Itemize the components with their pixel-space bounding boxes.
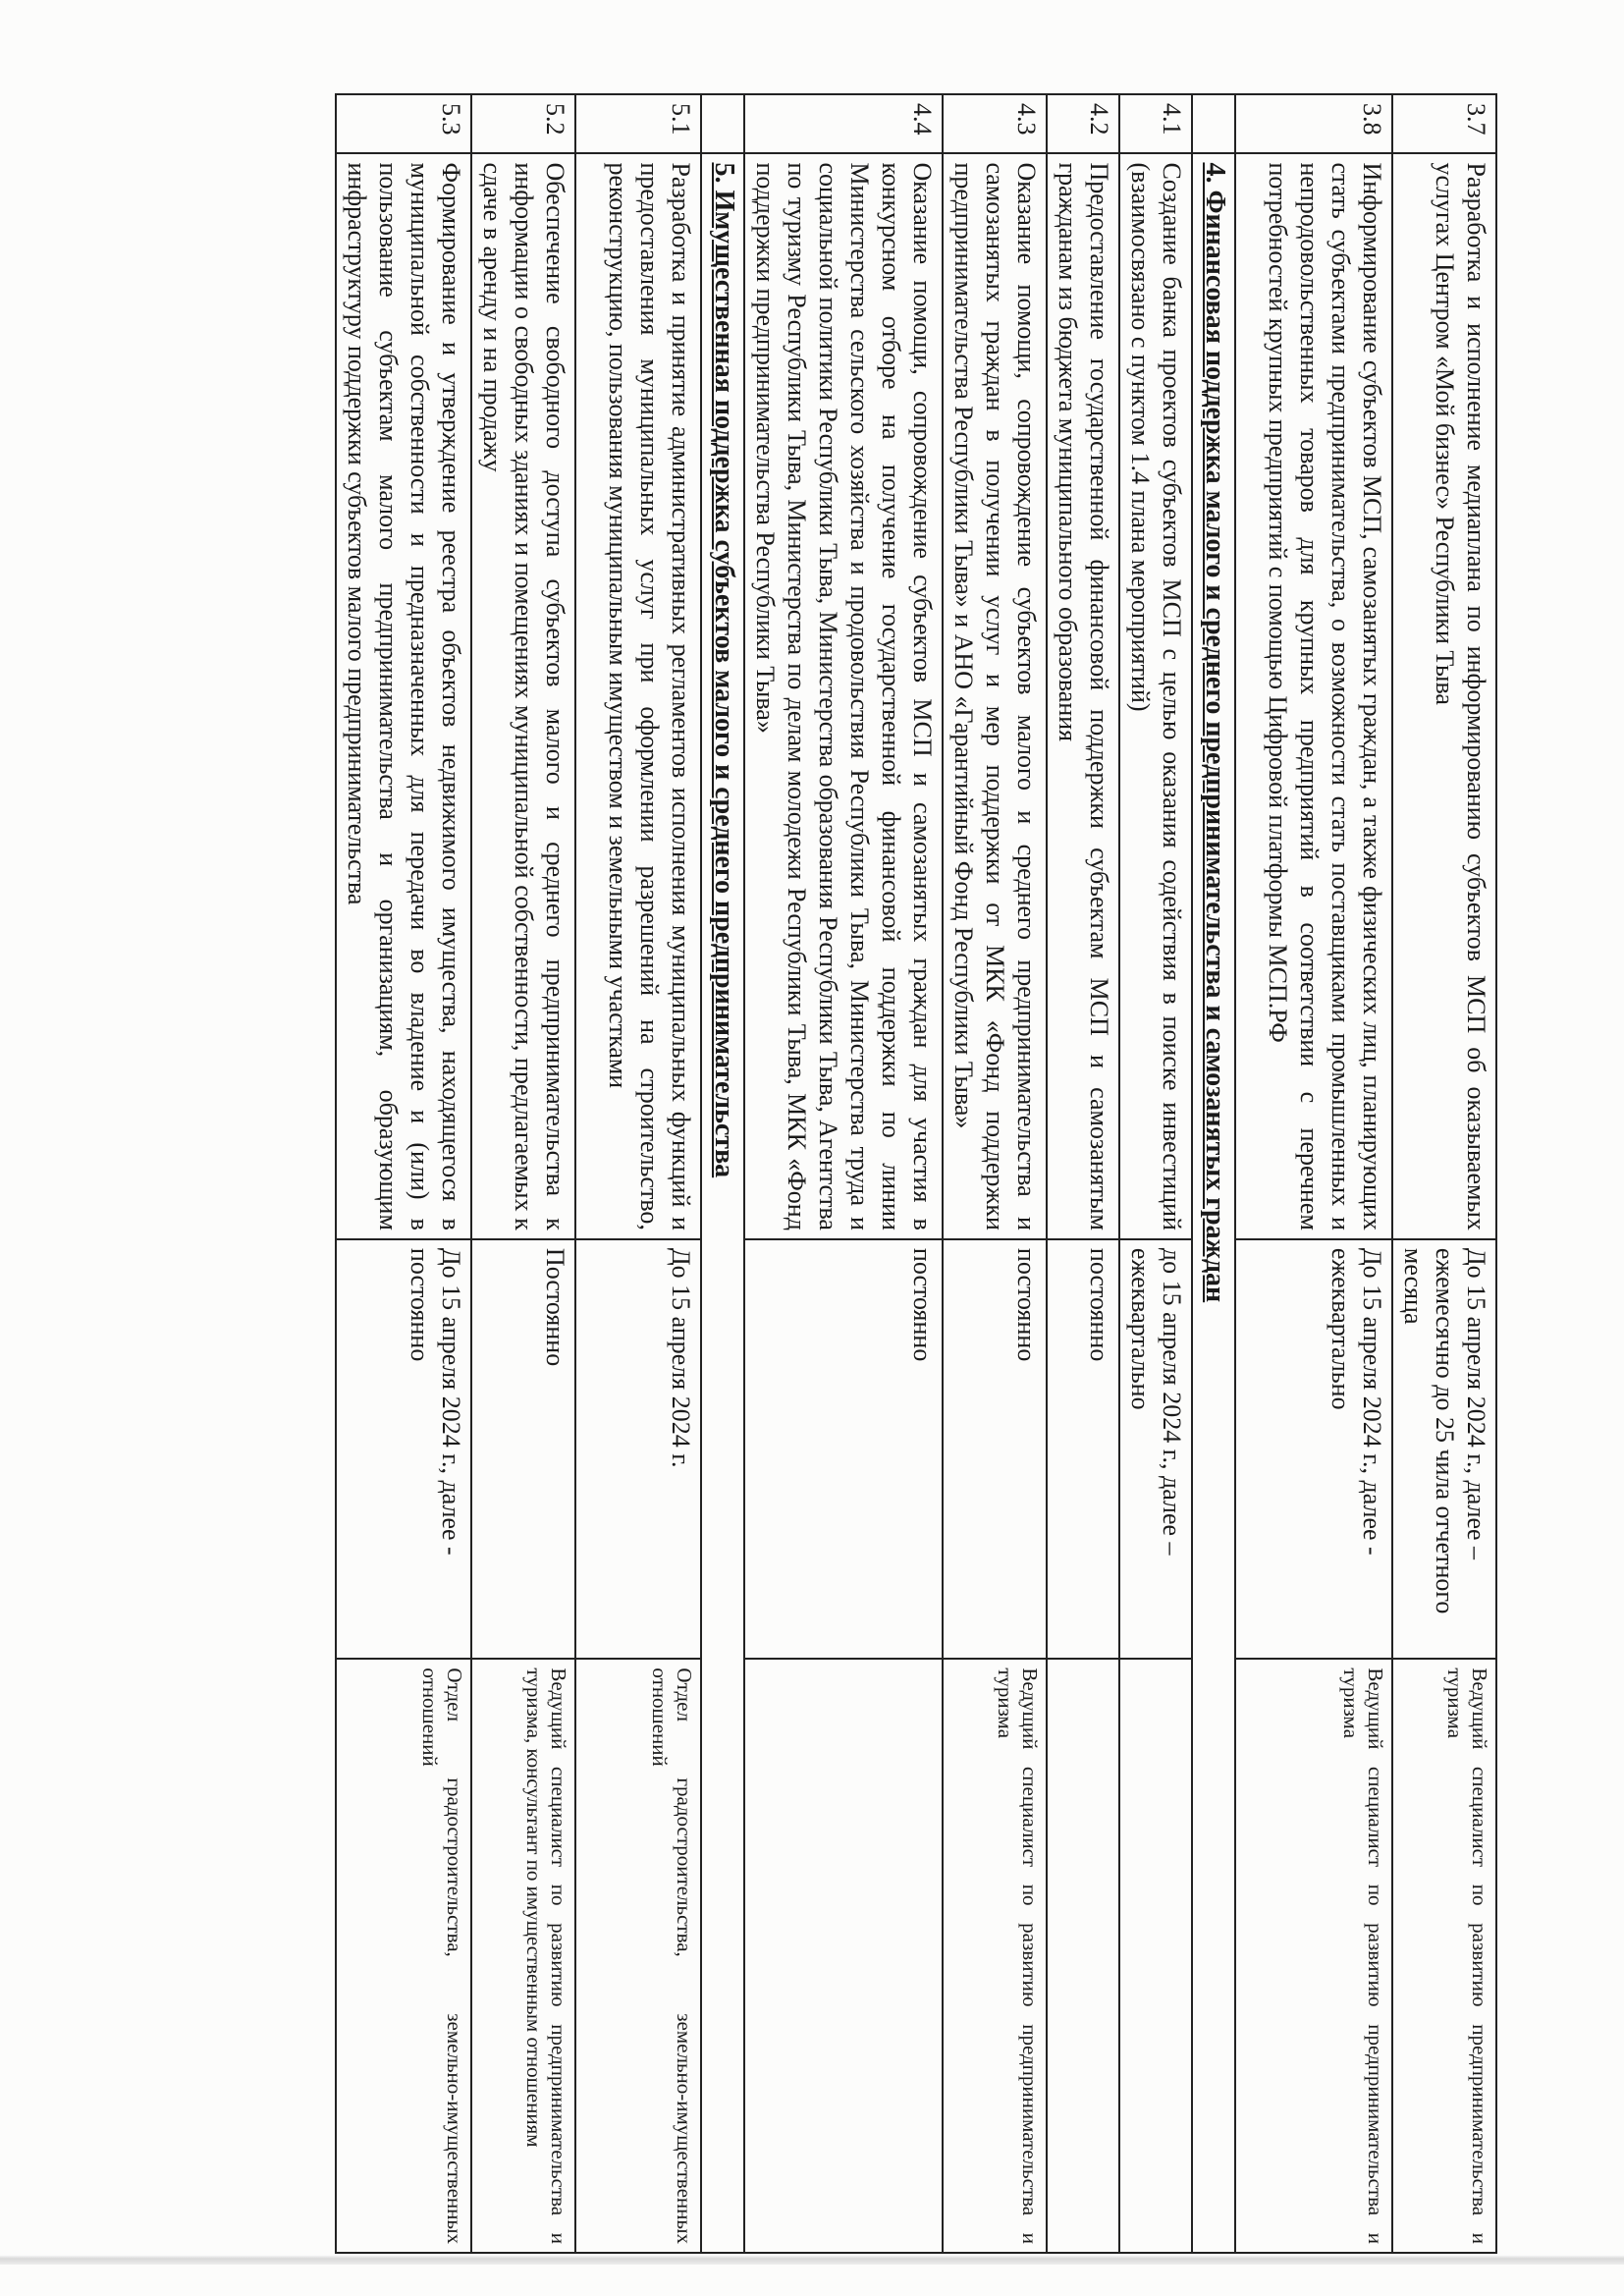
deadline: Постоянно [471,1239,575,1660]
activity-description: Обеспечение свободного доступа субъектов малого и среднего предпринимательства к информации о свободных зданиях и помещениях муниципальной собственности, предлагаемых к сдаче в аренду и на продажу [471,153,575,1238]
responsible-party [1047,1659,1119,2253]
plan-item-row [1235,94,1392,2253]
activity-description: Оказание помощи, сопровождение субъектов МСП и самозанятых граждан для участия в конкурсном отборе на получение государственной финансовой поддержки по линии Министерства сельского хозяйства и продовольствия Республики Тыва, Министерства труда и социальной политики Республики Тыва, Министерства образования Республики Тыва, Агентства по туризму Республики Тыва, Министерства по делам молодежи Республики Тыва, МКК «Фонд поддержки предпринимательства Республики Тыва» [744,153,943,1238]
plan-item-row [1392,94,1496,2253]
section-title: 5. Имущественная поддержка субъектов малого и среднего предпринимательства [709,162,739,1178]
responsible-party: Ведущий специалист по развитию предпринимательства и туризма [1392,1659,1496,2253]
deadline: постоянно [1047,1239,1119,1660]
responsible-party: Ведущий специалист по развитию предпринимательства и туризма, консультант по имущественным отношениям [471,1659,575,2253]
plan-item-row [1047,94,1119,2253]
deadline: До 15 апреля 2024 г., далее - ежеквартально [1235,1239,1392,1660]
row-number: 4.1 [1119,94,1192,153]
responsible-party: Ведущий специалист по развитию предпринимательства и туризма [943,1659,1047,2253]
scanner-edge [0,2255,1624,2265]
plan-item-row [943,94,1047,2253]
row-number: 3.7 [1392,94,1496,153]
row-number: 4.2 [1047,94,1119,153]
deadline: постоянно [744,1239,943,1660]
section-header-row [1192,94,1235,2253]
deadline: До 15 апреля 2024 г., далее - постоянно [336,1239,471,1660]
plan-item-row [575,94,701,2253]
activity-description: Формирование и утверждение реестра объектов недвижимого имущества, находящегося в муниципальной собственности и предназначенных для передачи во владение и (или) в пользование субъектам малого предпринимательства и организациям, образующим инфраструктуру поддержки субъектов малого предпринимательства [336,153,471,1238]
section-title: 4. Финансовая поддержка малого и среднего предпринимательства и самозанятых граждан [1200,162,1230,1303]
row-number: 3.8 [1235,94,1392,153]
deadline: До 15 апреля 2024 г. [575,1239,701,1660]
deadline: до 15 апреля 2024 г., далее – ежеквартально [1119,1239,1192,1660]
row-number [701,94,744,153]
row-number: 5.1 [575,94,701,153]
section-header-row [701,94,744,2253]
rotated-document [74,93,1497,2254]
row-number: 5.3 [336,94,471,153]
row-number: 4.4 [744,94,943,153]
responsible-party: Отдел градостроительства, земельно-имущественных отношений [575,1659,701,2253]
activity-description: Информирование субъектов МСП, самозанятых граждан, а также физических лиц, планирующих стать субъектами предпринимательства, о возможности стать поставщиками промышленных и непродовольственных товаров для крупных предприятий в соответствии с перечнем потребностей крупных предприятий с помощью Цифровой платформы МСП.РФ [1235,153,1392,1238]
row-number: 4.3 [943,94,1047,153]
plan-item-row [1119,94,1192,2253]
responsible-party [1119,1659,1192,2253]
responsible-party [744,1659,943,2253]
activity-description: Разработка и исполнение медиаплана по информированию субъектов МСП об оказываемых услугах Центром «Мой бизнес» Республики Тыва [1392,153,1496,1238]
section-title-cell [701,153,744,2253]
deadline: постоянно [943,1239,1047,1660]
deadline: До 15 апреля 2024 г., далее – ежемесячно до 25 чила отчетного месяца [1392,1239,1496,1660]
row-number [1192,94,1235,153]
plan-item-row [744,94,943,2253]
activity-description: Предоставление государственной финансовой поддержки субъектам МСП и самозанятым гражданам из бюджета муниципального образования [1047,153,1119,1238]
responsible-party: Ведущий специалист по развитию предпринимательства и туризма [1235,1659,1392,2253]
plan-item-row [471,94,575,2253]
activity-description: Разработка и принятие административных регламентов исполнения муниципальных функций и предоставления муниципальных услуг при оформлении разрешений на строительство, реконструкцию, пользования муниципальным имуществом и земельными участками [575,153,701,1238]
row-number: 5.2 [471,94,575,153]
responsible-party: Отдел градостроительства, земельно-имущественных отношений [336,1659,471,2253]
action-plan-table [335,93,1497,2254]
activity-description: Оказание помощи, сопровождение субъектов малого и среднего предпринимательства и самозанятых граждан в получении услуг и мер поддержки от МКК «Фонд поддержки предпринимательства Республики Тыва» и АНО «Гарантийный Фонд Республики Тыва» [943,153,1047,1238]
plan-item-row [336,94,471,2253]
section-title-cell [1192,153,1235,2253]
activity-description: Создание банка проектов субъектов МСП с целью оказания содействия в поиске инвестиций (взаимосвязано с пунктом 1.4 плана мероприятий) [1119,153,1192,1238]
